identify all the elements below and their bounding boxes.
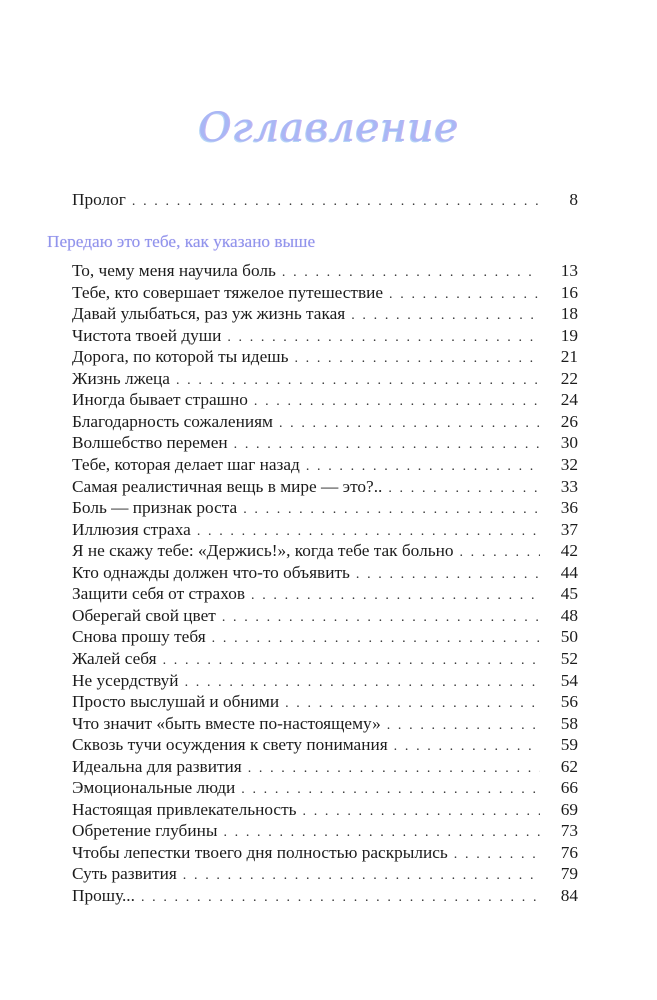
dot-leader: [132, 191, 540, 213]
toc-entry-title: Дорога, по которой ты идешь: [72, 347, 289, 367]
toc-entry-title: Чтобы лепестки твоего дня полностью раскрылись: [72, 842, 448, 862]
toc-entry-page: 18: [560, 304, 578, 324]
toc-entry-page: 84: [560, 886, 578, 905]
toc-entry: [72, 346, 578, 368]
toc-entry: [72, 325, 578, 347]
toc-entry-title: Обретение глубины: [72, 821, 218, 841]
toc-entry-title: Сквозь тучи осуждения к свету понимания: [72, 735, 388, 755]
toc-entry-page: 8: [569, 190, 578, 209]
toc-entry-page: 30: [560, 433, 578, 453]
toc-entry-title: Снова прошу тебя: [72, 627, 206, 647]
toc-entry-title: Волшебство перемен: [72, 433, 228, 453]
toc-entry-title: Оберегай свой цвет: [72, 605, 216, 625]
toc-entry-title: Самая реалистичная вещь в мире — это?..: [72, 476, 383, 496]
toc-entry-title: Я не скажу тебе: «Держись!», когда тебе так больно: [72, 541, 454, 561]
toc-entry: [72, 260, 578, 282]
toc-entry-title: Настоящая привлекательность: [72, 799, 297, 819]
toc-entry-title: Не усердствуй: [72, 670, 179, 690]
toc-entry-title: Пролог: [72, 190, 126, 209]
toc-entry: [72, 691, 578, 713]
toc-entry-page: 22: [560, 368, 578, 388]
toc-entry-page: 69: [560, 799, 578, 819]
toc-entry-page: 36: [560, 498, 578, 518]
toc-entry: [72, 756, 578, 778]
toc-entry: [72, 626, 578, 648]
toc-entry: [72, 885, 578, 907]
toc-entry: [72, 583, 578, 605]
toc-entry: [72, 777, 578, 799]
toc-entry-title: Чистота твоей души: [72, 325, 222, 345]
toc-entry: [72, 476, 578, 498]
toc-entry-page: 33: [560, 476, 578, 496]
toc-entry: [72, 368, 578, 390]
toc-entry-title: Тебе, которая делает шаг назад: [72, 455, 300, 474]
toc-entry-page: 37: [560, 519, 578, 539]
toc-entry: [72, 820, 578, 842]
toc-entry-page: 26: [560, 411, 578, 431]
toc-entry: [72, 734, 578, 756]
toc-entry-page: 66: [560, 778, 578, 798]
toc-entry: [72, 648, 578, 670]
toc-entry-title: Прошу...: [72, 886, 135, 905]
toc-entry: [72, 454, 578, 476]
toc-entry: [72, 411, 578, 433]
toc-entry: [72, 605, 578, 627]
toc-entry-title: Эмоциональные люди: [72, 778, 236, 798]
toc-entry-title: Давай улыбаться, раз уж жизнь такая: [72, 304, 346, 324]
toc-entry-page: 32: [560, 455, 578, 474]
toc-entry-title: Жизнь лжеца: [72, 368, 170, 388]
toc-entry: [72, 863, 578, 885]
toc-entry-title: Иллюзия страха: [72, 519, 191, 539]
toc-entry-page: 48: [560, 605, 578, 625]
toc-entry-title: Жалей себя: [72, 648, 157, 668]
toc-entry-title: Кто однажды должен что-то объявить: [72, 562, 350, 582]
toc-entry-page: 52: [560, 648, 578, 668]
toc-entry-page: 19: [560, 325, 578, 345]
toc-entry-title: То, чему меня научила боль: [72, 261, 276, 280]
toc-entry-page: 16: [560, 282, 578, 302]
toc-entry: [72, 799, 578, 821]
dot-leader: [141, 887, 540, 909]
toc-entry: [72, 842, 578, 864]
toc-entry: [72, 282, 578, 304]
toc-entry: [72, 713, 578, 735]
toc-entry: [72, 389, 578, 411]
toc-entry-title: Благодарность сожалениям: [72, 411, 273, 431]
toc-entry: [72, 303, 578, 325]
toc-entry-page: 44: [560, 562, 578, 582]
toc-entry-page: 58: [560, 713, 578, 733]
toc-entry-page: 21: [560, 347, 578, 367]
toc-entry-page: 59: [560, 735, 578, 755]
toc-entry-page: 73: [560, 821, 578, 841]
toc-entry-title: Что значит «быть вместе по-настоящему»: [72, 713, 381, 733]
toc-entry-title: Суть развития: [72, 864, 177, 884]
toc-entry-page: 42: [560, 541, 578, 561]
toc-entry-title: Просто выслушай и обними: [72, 692, 280, 711]
toc-entry-title: Защити себя от страхов: [72, 584, 245, 604]
toc-entry: [72, 497, 578, 519]
toc-entry-page: 13: [560, 261, 578, 280]
toc-entry-page: 24: [560, 390, 578, 410]
toc-entry-page: 62: [560, 756, 578, 776]
toc-entry: [72, 670, 578, 692]
toc-entry-page: 54: [560, 670, 578, 690]
toc-entry: [72, 432, 578, 454]
toc-entry: [72, 519, 578, 541]
toc-entry-title: Боль — признак роста: [72, 498, 238, 518]
section-heading: Передаю это тебе, как указано выше: [47, 232, 316, 251]
toc-entry-title: Идеальна для развития: [72, 756, 242, 776]
toc-entry-page: 79: [560, 864, 578, 884]
toc-entry-page: 76: [560, 842, 578, 862]
toc-entry-title: Тебе, кто совершает тяжелое путешествие: [72, 282, 384, 302]
toc-entry: [72, 562, 578, 584]
toc-entry-page: 45: [560, 584, 578, 604]
toc-entry-title: Иногда бывает страшно: [72, 390, 248, 410]
page-title: Оглавление: [198, 105, 459, 151]
toc-entry-page: 50: [560, 627, 578, 647]
toc-entry-page: 56: [560, 692, 578, 711]
toc-entry-prologue: [72, 189, 578, 211]
toc-entry: [72, 540, 578, 562]
